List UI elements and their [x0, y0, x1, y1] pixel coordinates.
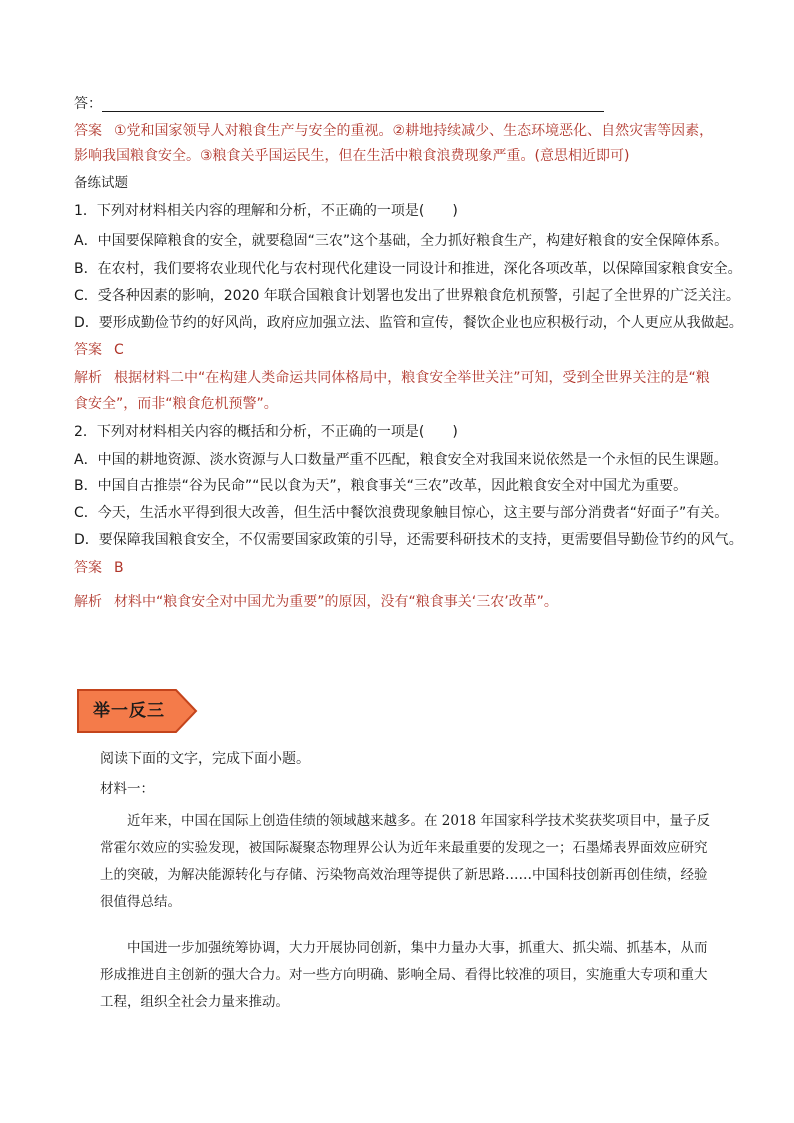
q2-analysis — [74, 592, 558, 612]
q1-answer-label: 答案 — [74, 342, 102, 358]
material-paragraph-1: 近年来，中国在国际上创造佳绩的领域越来越多。在 2018 年国家科学技术奖获奖项目中，量子反常霍尔效应的实验发现，被国际凝聚态物理界公认为近年来最重要的发现之一；石墨烯表界面效应研究上的突破，为解决能源转化与存储、污染物高效治理等提供了新思路……中国科技创新再创佳绩，经验很值得总结。 — [100, 813, 710, 910]
section-title: 备练试题 — [74, 175, 128, 191]
reading-instruction: 阅读下面的文字，完成下面小题。 — [100, 751, 310, 767]
q1-answer-value: C — [114, 342, 124, 358]
q2-answer-value: B — [114, 560, 124, 576]
answer-blank-line — [102, 111, 604, 112]
q2-option-b: B．中国自古推崇“谷为民命”“民以食为天”，粮食事关“三农”改革，因此粮食安全对中国尤为重要。 — [74, 478, 688, 494]
q1-option-d: D．要形成勤俭节约的好风尚，政府应加强立法、监管和宣传，餐饮企业也应积极行动，个人更应从我做起。 — [74, 315, 743, 331]
q2-stem: 2．下列对材料相关内容的概括和分析，不正确的一项是( ) — [74, 424, 458, 440]
answer-label: 答案 — [74, 123, 102, 139]
badge-label: 举一反三 — [93, 701, 165, 721]
section-badge — [76, 688, 198, 734]
material-label: 材料一： — [100, 781, 154, 797]
q1-analysis-line2: 食安全”，而非“粮食危机预警”。 — [74, 396, 278, 412]
material-paragraph-2: 中国进一步加强统筹协调，大力开展协同创新，集中力量办大事，抓重大、抓尖端、抓基本，从而形成推进自主创新的强大合力。对一些方向明确、影响全局、看得比较准的项目，实施重大专项和重大工程，组织全社会力量来推动。 — [100, 940, 708, 1010]
q2-answer-label: 答案 — [74, 560, 102, 576]
q1-option-a: A．中国要保障粮食的安全，就要稳固“三农”这个基础，全力抓好粮食生产，构建好粮食的安全保障体系。 — [74, 233, 729, 249]
q1-stem: 1．下列对材料相关内容的理解和分析，不正确的一项是( ) — [74, 203, 458, 219]
q2-answer — [74, 558, 124, 578]
q1-answer — [74, 340, 124, 360]
q2-option-c: C．今天，生活水平得到很大改善，但生活中餐饮浪费现象触目惊心，这主要与部分消费者“好面子”有关。 — [74, 505, 729, 521]
q1-option-b: B．在农村，我们要将农业现代化与农村现代化建设一同设计和推进，深化各项改革，以保障国家粮食安全。 — [74, 261, 742, 277]
q2-option-a: A．中国的耕地资源、淡水资源与人口数量严重不匹配，粮食安全对我国来说依然是一个永恒的民生课题。 — [74, 452, 728, 468]
q2-analysis-label: 解析 — [74, 594, 102, 610]
answer-block-line2: 影响我国粮食安全。③粮食关乎国运民生，但在生活中粮食浪费现象严重。(意思相近即可) — [74, 148, 630, 164]
q1-analysis-text-1: 根据材料二中“在构建人类命运共同体格局中，粮食安全举世关注”可知，受到全世界关注的是“粮 — [114, 370, 710, 386]
answer-block-line1 — [74, 121, 713, 141]
q2-analysis-text: 材料中“粮食安全对中国尤为重要”的原因，没有“粮食事关‘三农’改革”。 — [114, 594, 558, 610]
q2-option-d: D．要保障我国粮食安全，不仅需要国家政策的引导，还需要科研技术的支持，更需要倡导勤俭节约的风气。 — [74, 532, 743, 548]
answer-prompt: 答： — [74, 96, 102, 112]
q1-option-c: C．受各种因素的影响，2020 年联合国粮食计划署也发出了世界粮食危机预警，引起了全世界的广泛关注。 — [74, 288, 740, 304]
q1-analysis-line1 — [74, 368, 710, 388]
q1-analysis-label: 解析 — [74, 370, 102, 386]
answer-text-1: ①党和国家领导人对粮食生产与安全的重视。②耕地持续减少、生态环境恶化、自然灾害等因素， — [114, 123, 714, 139]
